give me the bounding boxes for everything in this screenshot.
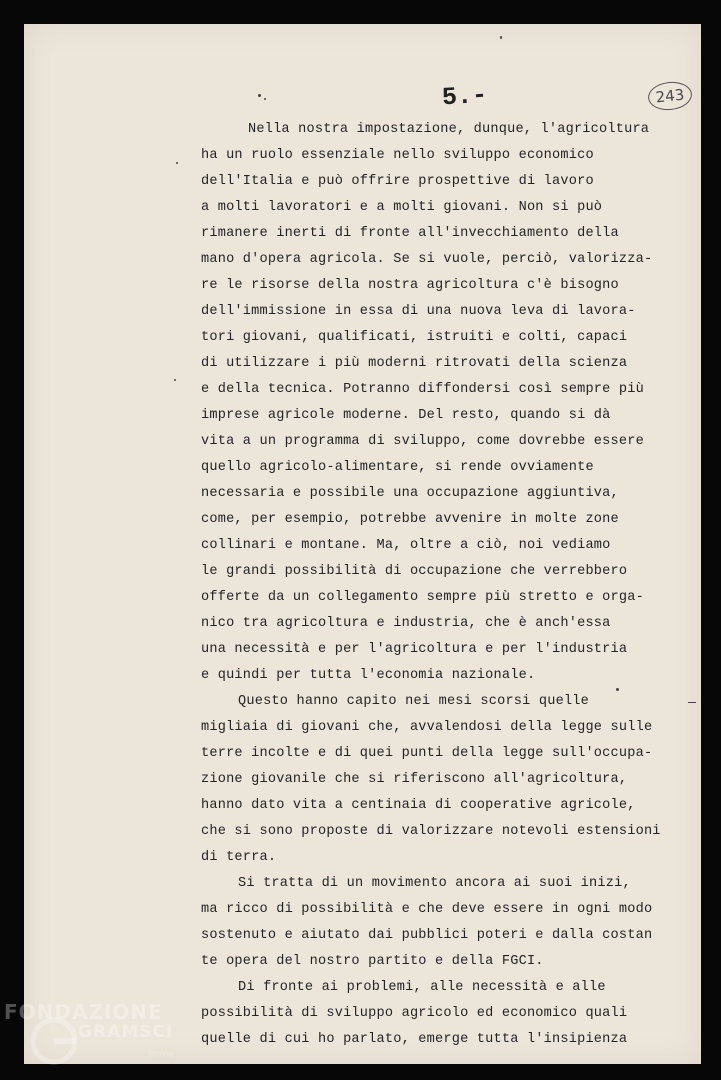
text-line: di terra. xyxy=(201,850,277,865)
text-line: nico tra agricoltura e industria, che è anch'essa xyxy=(201,616,611,631)
text-line: che si sono proposte di valorizzare notevoli estensioni xyxy=(201,824,661,839)
paper-speck xyxy=(616,688,619,691)
text-line: sostenuto e aiutato dai pubblici poteri e dalla costan xyxy=(201,928,653,943)
text-line: e della tecnica. Potranno diffondersi così sempre più xyxy=(201,382,644,397)
text-line: ha un ruolo essenziale nello sviluppo economico xyxy=(201,148,594,163)
paper-speck xyxy=(500,36,502,39)
text-line: e quindi per tutta l'economia nazionale. xyxy=(201,668,536,683)
text-line: imprese agricole moderne. Del resto, quando si dà xyxy=(201,408,611,423)
text-line: Si tratta di un movimento ancora ai suoi inizi, xyxy=(238,876,631,891)
text-line: di utilizzare i più moderni ritrovati della scienza xyxy=(201,356,628,371)
text-line: vita a un programma di sviluppo, come dovrebbe essere xyxy=(201,434,644,449)
text-line: Di fronte ai problemi, alle necessità e alle xyxy=(238,980,606,995)
text-line: offerte da un collegamento sempre più stretto e orga- xyxy=(201,590,644,605)
text-line: re le risorse della nostra agricoltura c'è bisogno xyxy=(201,278,619,293)
text-line: come, per esempio, potrebbe avvenire in molte zone xyxy=(201,512,619,527)
text-line: mano d'opera agricola. Se si vuole, perciò, valorizza- xyxy=(201,252,653,267)
text-line: ma ricco di possibilità e che deve essere in ogni modo xyxy=(201,902,653,917)
watermark-city: Roma xyxy=(148,1050,174,1060)
text-line: una necessità e per l'agricoltura e per l'industria xyxy=(201,642,628,657)
text-line: dell'immissione in essa di una nuova leva di lavora- xyxy=(201,304,636,319)
text-line: collinari e montane. Ma, oltre a ciò, noi vediamo xyxy=(201,538,611,553)
text-line: migliaia di giovani che, avvalendosi della legge sulle xyxy=(201,720,653,735)
paper-speck xyxy=(176,162,178,164)
text-line: quelle di cui ho parlato, emerge tutta l'insipienza xyxy=(201,1032,628,1047)
text-line: Nella nostra impostazione, dunque, l'agricoltura xyxy=(248,122,650,137)
text-line: necessaria e possibile una occupazione aggiuntiva, xyxy=(201,486,619,501)
text-line: a molti lavoratori e a molti giovani. Non si può xyxy=(201,200,603,215)
paper-speck xyxy=(258,94,261,97)
paper-speck xyxy=(264,98,266,100)
page-number: 5.- xyxy=(441,80,488,113)
watermark-line-2: GRAMSCI xyxy=(78,1022,174,1042)
text-line: quello agricolo-alimentare, si rende ovviamente xyxy=(201,460,594,475)
text-line: te opera del nostro partito e della FGCI. xyxy=(201,954,544,969)
watermark-line-1: FONDAZIONE xyxy=(4,1000,163,1024)
text-line: zione giovanile che si riferiscono all'agricoltura, xyxy=(201,772,628,787)
text-line: Questo hanno capito nei mesi scorsi quelle xyxy=(238,694,590,709)
paper-speck xyxy=(688,702,696,703)
text-line: hanno dato vita a centinaia di cooperative agricole, xyxy=(201,798,636,813)
text-line: tori giovani, qualificati, istruiti e colti, capaci xyxy=(201,330,628,345)
archive-number-stamp: 243 xyxy=(647,80,694,112)
text-line: le grandi possibilità di occupazione che verrebbero xyxy=(201,564,628,579)
text-line: terre incolte e di quei punti della legge sull'occupa- xyxy=(201,746,653,761)
text-line: rimanere inerti di fronte all'invecchiamento della xyxy=(201,226,619,241)
document-page xyxy=(24,24,701,1064)
text-line: possibilità di sviluppo agricolo ed economico quali xyxy=(201,1006,628,1021)
text-line: dell'Italia e può offrire prospettive di lavoro xyxy=(201,174,594,189)
paper-speck xyxy=(174,379,176,381)
